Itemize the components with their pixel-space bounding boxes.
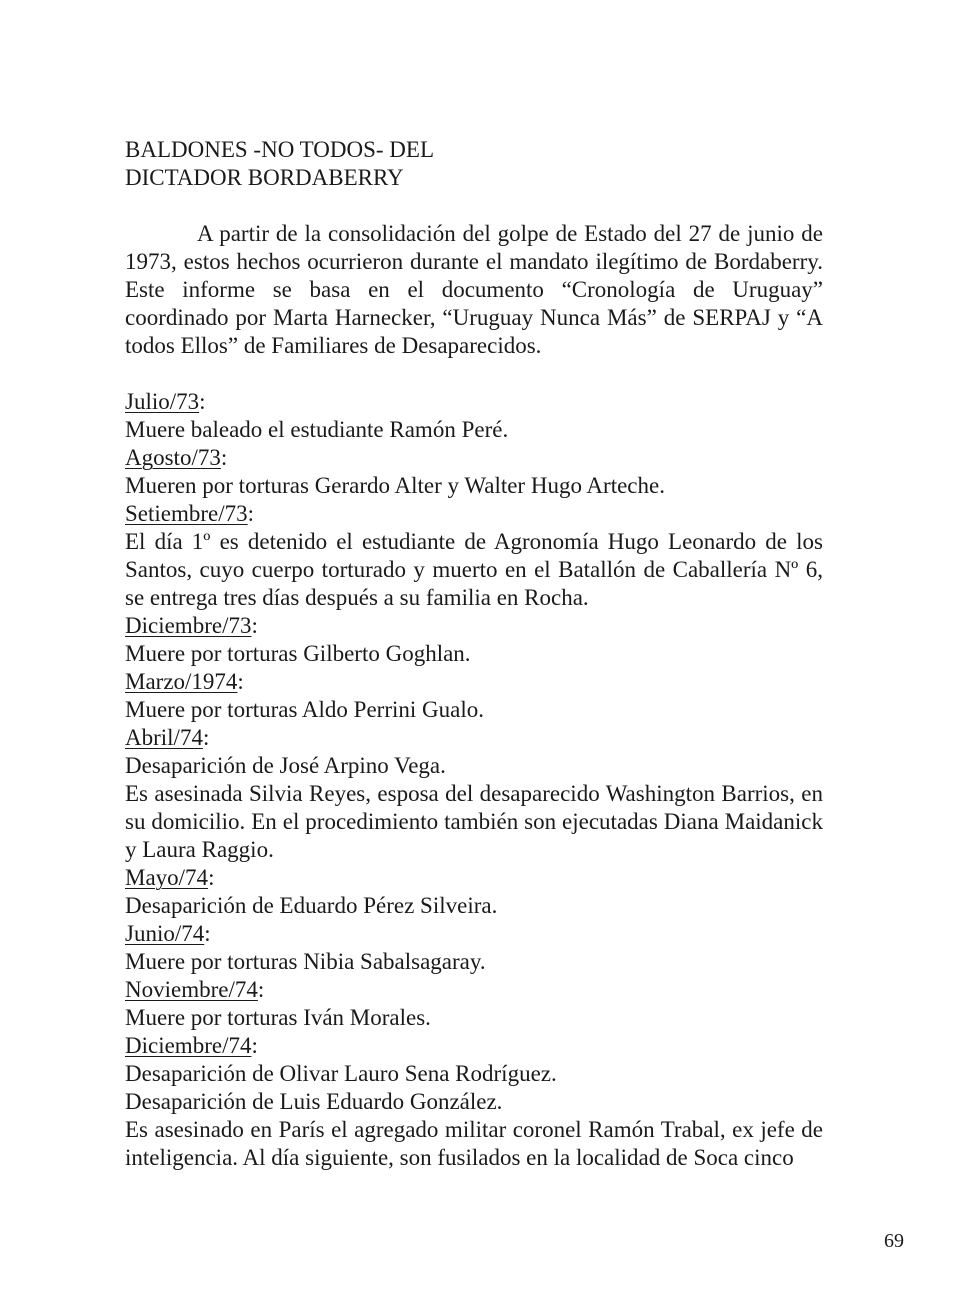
chronology-list [125, 388, 823, 1172]
entry-date: Junio/74 [125, 921, 205, 946]
page-body [125, 136, 823, 1172]
chronology-entry: Setiembre/73: El día 1º es detenido el estudiante de Agronomía Hugo Leonardo de los Santos, cuyo cuerpo torturado y muerto en el Batallón de Caballería Nº 6, se entrega tres días después a su familia en Rocha. [125, 501, 823, 610]
document-title [125, 136, 823, 192]
entry-text: Muere por torturas Iván Morales. [125, 1005, 431, 1030]
entry-date: Abril/74 [125, 725, 203, 750]
entry-text: Muere baleado el estudiante Ramón Peré. [125, 417, 509, 442]
chronology-entry: Agosto/73: Mueren por torturas Gerardo Alter y Walter Hugo Arteche. [125, 444, 823, 500]
entry-date: Mayo/74 [125, 865, 209, 890]
entry-date: Diciembre/73 [125, 613, 252, 638]
entry-text: Muere por torturas Gilberto Goghlan. [125, 641, 471, 666]
entry-text: El día 1º es detenido el estudiante de Agronomía Hugo Leonardo de los Santos, cuyo cuerpo torturado y muerto en el Batallón de Caballería Nº 6, se entrega tres días después a su familia en Rocha. [125, 529, 823, 610]
entry-text: Es asesinada Silvia Reyes, esposa del desaparecido Washington Barrios, en su domicilio. En el procedimiento también son ejecutadas Diana Maidanick y Laura Raggio. [125, 781, 823, 862]
entry-text: Muere por torturas Aldo Perrini Gualo. [125, 697, 484, 722]
entry-text: Desaparición de Luis Eduardo González. [125, 1089, 503, 1114]
entry-date: Noviembre/74 [125, 977, 258, 1002]
entry-text: Muere por torturas Nibia Sabalsagaray. [125, 949, 486, 974]
entry-text: Desaparición de Eduardo Pérez Silveira. [125, 893, 498, 918]
chronology-entry: Marzo/1974: Muere por torturas Aldo Perrini Gualo. [125, 668, 823, 724]
chronology-entry: Diciembre/73: Muere por torturas Gilberto Goghlan. [125, 612, 823, 668]
entry-date: Agosto/73 [125, 445, 221, 470]
chronology-entry: Mayo/74: Desaparición de Eduardo Pérez Silveira. [125, 864, 823, 920]
chronology-entry: Noviembre/74: Muere por torturas Iván Morales. [125, 976, 823, 1032]
title-line-1: BALDONES -NO TODOS- DEL [125, 137, 435, 162]
chronology-entry: Abril/74: Desaparición de José Arpino Vega. Es asesinada Silvia Reyes, esposa del desaparecido Washington Barrios, en su domicilio. En el procedimiento también son ejecutadas Diana Maidanick y Laura Raggio. [125, 725, 823, 862]
entry-text: Desaparición de Olivar Lauro Sena Rodríguez. [125, 1061, 557, 1086]
entry-date: Julio/73 [125, 389, 200, 414]
chronology-entry: Diciembre/74: Desaparición de Olivar Lauro Sena Rodríguez. Desaparición de Luis Eduardo González. Es asesinado en París el agregado militar coronel Ramón Trabal, ex jefe de inteligencia. Al día siguiente, son fusilados en la localidad de Soca cinco [125, 1033, 823, 1170]
title-line-2: DICTADOR BORDABERRY [125, 165, 404, 190]
intro-paragraph: A partir de la consolidación del golpe de Estado del 27 de junio de 1973, estos hechos ocurrieron durante el mandato ilegítimo de Bordaberry. Este informe se basa en el documento “Cronología de Uruguay” coordinado por Marta Harnecker, “Uruguay Nunca Más” de SERPAJ y “A todos Ellos” de Familiares de Desaparecidos. [125, 221, 823, 358]
entry-date: Setiembre/73 [125, 501, 248, 526]
chronology-entry: Junio/74: Muere por torturas Nibia Sabalsagaray. [125, 920, 823, 976]
chronology-entry: Julio/73: Muere baleado el estudiante Ramón Peré. [125, 388, 823, 444]
entry-text: Es asesinado en París el agregado militar coronel Ramón Trabal, ex jefe de inteligencia. Al día siguiente, son fusilados en la localidad de Soca cinco [125, 1117, 823, 1170]
entry-text: Desaparición de José Arpino Vega. [125, 753, 446, 778]
page-number: 69 [884, 1230, 904, 1252]
entry-date: Marzo/1974 [125, 669, 238, 694]
entry-text: Mueren por torturas Gerardo Alter y Walter Hugo Arteche. [125, 473, 665, 498]
entry-date: Diciembre/74 [125, 1033, 252, 1058]
